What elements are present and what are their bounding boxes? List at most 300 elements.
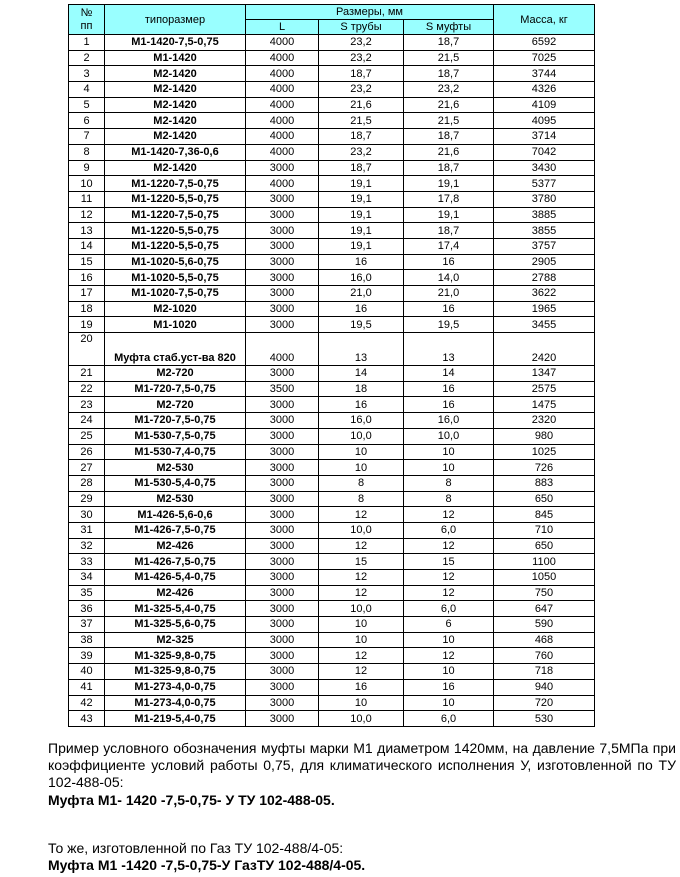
coupling-thickness: 10	[404, 460, 494, 476]
mass: 1100	[494, 554, 595, 570]
couplings-spec-table	[68, 4, 595, 727]
row-number: 7	[69, 129, 105, 145]
length: 3000	[246, 460, 319, 476]
table-row	[69, 679, 595, 695]
mass: 1050	[494, 570, 595, 586]
type-size: М1-1220-7,5-0,75	[105, 176, 246, 192]
coupling-thickness: 14	[404, 366, 494, 382]
pipe-thickness: 19,5	[319, 317, 404, 333]
type-size: Муфта стаб.уст-ва 820	[105, 333, 246, 366]
coupling-thickness: 10	[404, 695, 494, 711]
pipe-thickness: 15	[319, 554, 404, 570]
coupling-thickness: 12	[404, 648, 494, 664]
row-number: 15	[69, 254, 105, 270]
header-coupling-thickness: S муфты	[404, 20, 494, 35]
table-row	[69, 113, 595, 129]
type-size: М2-1420	[105, 66, 246, 82]
row-number: 39	[69, 648, 105, 664]
row-number: 9	[69, 160, 105, 176]
length: 3000	[246, 366, 319, 382]
header-type-size: типоразмер	[105, 5, 246, 35]
mass: 650	[494, 538, 595, 554]
row-number: 1	[69, 35, 105, 51]
coupling-thickness: 16	[404, 301, 494, 317]
table-row	[69, 223, 595, 239]
row-number: 13	[69, 223, 105, 239]
row-number: 38	[69, 632, 105, 648]
length: 3000	[246, 397, 319, 413]
coupling-thickness: 19,5	[404, 317, 494, 333]
row-number: 6	[69, 113, 105, 129]
pipe-thickness: 10	[319, 444, 404, 460]
type-size: М1-1420-7,36-0,6	[105, 144, 246, 160]
length: 3000	[246, 585, 319, 601]
mass: 3714	[494, 129, 595, 145]
pipe-thickness: 10	[319, 632, 404, 648]
type-size: М1-1220-5,5-0,75	[105, 238, 246, 254]
coupling-thickness: 12	[404, 507, 494, 523]
table-row	[69, 333, 595, 366]
mass: 1347	[494, 366, 595, 382]
row-number: 16	[69, 270, 105, 286]
table-row	[69, 381, 595, 397]
row-number: 26	[69, 444, 105, 460]
row-number: 23	[69, 397, 105, 413]
row-number: 17	[69, 286, 105, 302]
table-row	[69, 444, 595, 460]
coupling-thickness: 19,1	[404, 207, 494, 223]
length: 4000	[246, 50, 319, 66]
table-body	[69, 35, 595, 727]
type-size: М1-1220-7,5-0,75	[105, 207, 246, 223]
mass: 3757	[494, 238, 595, 254]
coupling-thickness: 18,7	[404, 160, 494, 176]
row-number: 25	[69, 428, 105, 444]
length: 3000	[246, 301, 319, 317]
pipe-thickness: 10,0	[319, 601, 404, 617]
coupling-thickness: 10,0	[404, 428, 494, 444]
table-row	[69, 570, 595, 586]
same-designation: Муфта М1 -1420 -7,5-0,75-У ГазТУ 102-488/4-05.	[48, 857, 366, 873]
coupling-thickness: 6	[404, 617, 494, 633]
coupling-thickness: 8	[404, 491, 494, 507]
pipe-thickness: 8	[319, 491, 404, 507]
coupling-thickness: 15	[404, 554, 494, 570]
coupling-thickness: 10	[404, 664, 494, 680]
table-row	[69, 397, 595, 413]
pipe-thickness: 10,0	[319, 522, 404, 538]
row-number: 31	[69, 522, 105, 538]
pipe-thickness: 10	[319, 460, 404, 476]
mass: 710	[494, 522, 595, 538]
pipe-thickness: 10,0	[319, 711, 404, 727]
table-row	[69, 475, 595, 491]
mass: 718	[494, 664, 595, 680]
coupling-thickness: 23,2	[404, 82, 494, 98]
coupling-thickness: 10	[404, 444, 494, 460]
type-size: М1-1020-7,5-0,75	[105, 286, 246, 302]
coupling-thickness: 16	[404, 254, 494, 270]
length: 3000	[246, 570, 319, 586]
row-number: 42	[69, 695, 105, 711]
mass: 1965	[494, 301, 595, 317]
pipe-thickness: 19,1	[319, 207, 404, 223]
length: 4000	[246, 113, 319, 129]
table-row	[69, 664, 595, 680]
type-size: М1-325-5,6-0,75	[105, 617, 246, 633]
coupling-thickness: 18,7	[404, 129, 494, 145]
row-number: 43	[69, 711, 105, 727]
row-number: 24	[69, 413, 105, 429]
pipe-thickness: 21,0	[319, 286, 404, 302]
table-row	[69, 82, 595, 98]
type-size: М2-720	[105, 397, 246, 413]
type-size: М1-219-5,4-0,75	[105, 711, 246, 727]
pipe-thickness: 13	[319, 333, 404, 366]
type-size: М1-720-7,5-0,75	[105, 381, 246, 397]
type-size: М1-273-4,0-0,75	[105, 695, 246, 711]
row-number: 18	[69, 301, 105, 317]
table-row	[69, 601, 595, 617]
mass: 726	[494, 460, 595, 476]
row-number: 4	[69, 82, 105, 98]
pipe-thickness: 16	[319, 679, 404, 695]
row-number: 29	[69, 491, 105, 507]
mass: 4109	[494, 97, 595, 113]
table-row	[69, 97, 595, 113]
type-size: М2-1420	[105, 160, 246, 176]
pipe-thickness: 19,1	[319, 176, 404, 192]
table-row	[69, 66, 595, 82]
table-row	[69, 711, 595, 727]
type-size: М1-1020-5,6-0,75	[105, 254, 246, 270]
coupling-thickness: 18,7	[404, 66, 494, 82]
length: 3000	[246, 679, 319, 695]
type-size: М1-426-5,6-0,6	[105, 507, 246, 523]
coupling-thickness: 21,6	[404, 144, 494, 160]
table-row	[69, 238, 595, 254]
pipe-thickness: 19,1	[319, 238, 404, 254]
coupling-thickness: 12	[404, 538, 494, 554]
row-number: 3	[69, 66, 105, 82]
length: 4000	[246, 97, 319, 113]
coupling-thickness: 17,4	[404, 238, 494, 254]
type-size: М1-1420-7,5-0,75	[105, 35, 246, 51]
pipe-thickness: 18,7	[319, 66, 404, 82]
pipe-thickness: 23,2	[319, 82, 404, 98]
coupling-thickness: 12	[404, 585, 494, 601]
pipe-thickness: 21,6	[319, 97, 404, 113]
coupling-thickness: 18,7	[404, 223, 494, 239]
mass: 3430	[494, 160, 595, 176]
pipe-thickness: 12	[319, 585, 404, 601]
length: 4000	[246, 333, 319, 366]
mass: 590	[494, 617, 595, 633]
length: 3000	[246, 317, 319, 333]
coupling-thickness: 6,0	[404, 711, 494, 727]
row-number: 2	[69, 50, 105, 66]
mass: 3744	[494, 66, 595, 82]
pipe-thickness: 18,7	[319, 160, 404, 176]
row-number: 30	[69, 507, 105, 523]
mass: 468	[494, 632, 595, 648]
length: 3000	[246, 695, 319, 711]
type-size: М2-720	[105, 366, 246, 382]
row-number: 8	[69, 144, 105, 160]
table-row	[69, 129, 595, 145]
pipe-thickness: 16,0	[319, 413, 404, 429]
row-number: 10	[69, 176, 105, 192]
type-size: М2-1420	[105, 113, 246, 129]
pipe-thickness: 16	[319, 301, 404, 317]
type-size: М2-426	[105, 585, 246, 601]
type-size: М1-1020-5,5-0,75	[105, 270, 246, 286]
length: 3000	[246, 270, 319, 286]
length: 3000	[246, 554, 319, 570]
length: 3000	[246, 207, 319, 223]
type-size: М1-325-9,8-0,75	[105, 648, 246, 664]
coupling-thickness: 21,5	[404, 50, 494, 66]
mass: 530	[494, 711, 595, 727]
pipe-thickness: 12	[319, 538, 404, 554]
table-row	[69, 286, 595, 302]
type-size: М2-1020	[105, 301, 246, 317]
table-row	[69, 617, 595, 633]
pipe-thickness: 12	[319, 507, 404, 523]
mass: 720	[494, 695, 595, 711]
length: 3000	[246, 711, 319, 727]
table-row	[69, 270, 595, 286]
mass: 3780	[494, 191, 595, 207]
coupling-thickness: 12	[404, 570, 494, 586]
coupling-thickness: 6,0	[404, 522, 494, 538]
mass: 3885	[494, 207, 595, 223]
same-description: То же, изготовленной по Газ ТУ 102-488/4-05:	[48, 840, 344, 856]
mass: 650	[494, 491, 595, 507]
pipe-thickness: 12	[319, 648, 404, 664]
table-row	[69, 585, 595, 601]
row-number: 34	[69, 570, 105, 586]
length: 3000	[246, 522, 319, 538]
coupling-thickness: 8	[404, 475, 494, 491]
row-number: 41	[69, 679, 105, 695]
mass: 760	[494, 648, 595, 664]
mass: 7042	[494, 144, 595, 160]
length: 3000	[246, 428, 319, 444]
example-intro-text: Пример условного обозначения муфты марки М1 диаметром 1420мм, на давление 7,5МПа при коэффициенте условий работы 0,75, для климатического исполнения У, изготовленной по ТУ 102-488-05:	[48, 740, 676, 790]
mass: 940	[494, 679, 595, 695]
pipe-thickness: 21,5	[319, 113, 404, 129]
pipe-thickness: 16	[319, 254, 404, 270]
example-description	[48, 740, 676, 791]
table-row	[69, 554, 595, 570]
mass: 1025	[494, 444, 595, 460]
mass: 4095	[494, 113, 595, 129]
row-number: 36	[69, 601, 105, 617]
coupling-thickness: 13	[404, 333, 494, 366]
coupling-thickness: 21,6	[404, 97, 494, 113]
pipe-thickness: 18,7	[319, 129, 404, 145]
mass: 883	[494, 475, 595, 491]
pipe-thickness: 12	[319, 570, 404, 586]
example-designation: Муфта М1- 1420 -7,5-0,75- У ТУ 102-488-05.	[48, 792, 335, 808]
table-row	[69, 522, 595, 538]
mass: 980	[494, 428, 595, 444]
length: 3000	[246, 286, 319, 302]
type-size: М1-426-5,4-0,75	[105, 570, 246, 586]
type-size: М2-1420	[105, 97, 246, 113]
row-number: 33	[69, 554, 105, 570]
header-number: № пп	[69, 5, 105, 35]
table-row	[69, 413, 595, 429]
mass: 647	[494, 601, 595, 617]
length: 4000	[246, 144, 319, 160]
table-row	[69, 507, 595, 523]
row-number: 19	[69, 317, 105, 333]
table-row	[69, 144, 595, 160]
table-row	[69, 207, 595, 223]
length: 3000	[246, 254, 319, 270]
coupling-thickness: 16,0	[404, 413, 494, 429]
row-number: 12	[69, 207, 105, 223]
mass: 6592	[494, 35, 595, 51]
mass: 2788	[494, 270, 595, 286]
mass: 750	[494, 585, 595, 601]
length: 3500	[246, 381, 319, 397]
row-number: 14	[69, 238, 105, 254]
length: 3000	[246, 632, 319, 648]
length: 3000	[246, 223, 319, 239]
coupling-thickness: 19,1	[404, 176, 494, 192]
table-row	[69, 301, 595, 317]
length: 3000	[246, 648, 319, 664]
row-number: 5	[69, 97, 105, 113]
coupling-thickness: 16	[404, 679, 494, 695]
table-row	[69, 695, 595, 711]
table-row	[69, 191, 595, 207]
pipe-thickness: 10	[319, 695, 404, 711]
mass: 2575	[494, 381, 595, 397]
mass: 7025	[494, 50, 595, 66]
pipe-thickness: 19,1	[319, 191, 404, 207]
length: 3000	[246, 538, 319, 554]
row-number: 27	[69, 460, 105, 476]
pipe-thickness: 16,0	[319, 270, 404, 286]
length: 4000	[246, 66, 319, 82]
pipe-thickness: 18	[319, 381, 404, 397]
length: 4000	[246, 35, 319, 51]
mass: 2320	[494, 413, 595, 429]
coupling-thickness: 21,0	[404, 286, 494, 302]
table-row	[69, 648, 595, 664]
mass: 3455	[494, 317, 595, 333]
type-size: М2-426	[105, 538, 246, 554]
type-size: М2-530	[105, 460, 246, 476]
pipe-thickness: 8	[319, 475, 404, 491]
length: 3000	[246, 160, 319, 176]
mass: 2420	[494, 333, 595, 366]
header-mass: Масса, кг	[494, 5, 595, 35]
pipe-thickness: 23,2	[319, 35, 404, 51]
type-size: М1-1420	[105, 50, 246, 66]
type-size: М2-1420	[105, 82, 246, 98]
type-size: М1-426-7,5-0,75	[105, 522, 246, 538]
coupling-thickness: 6,0	[404, 601, 494, 617]
coupling-thickness: 17,8	[404, 191, 494, 207]
coupling-thickness: 10	[404, 632, 494, 648]
length: 3000	[246, 491, 319, 507]
type-size: М1-1020	[105, 317, 246, 333]
type-size: М1-426-7,5-0,75	[105, 554, 246, 570]
length: 3000	[246, 617, 319, 633]
pipe-thickness: 10,0	[319, 428, 404, 444]
length: 3000	[246, 475, 319, 491]
mass: 1475	[494, 397, 595, 413]
table-row	[69, 160, 595, 176]
type-size: М1-325-9,8-0,75	[105, 664, 246, 680]
row-number: 40	[69, 664, 105, 680]
table-row	[69, 366, 595, 382]
mass: 3855	[494, 223, 595, 239]
type-size: М2-530	[105, 491, 246, 507]
pipe-thickness: 23,2	[319, 50, 404, 66]
coupling-thickness: 16	[404, 381, 494, 397]
table-row	[69, 317, 595, 333]
table-row	[69, 254, 595, 270]
row-number: 11	[69, 191, 105, 207]
coupling-thickness: 18,7	[404, 35, 494, 51]
header-pipe-thickness: S трубы	[319, 20, 404, 35]
pipe-thickness: 19,1	[319, 223, 404, 239]
pipe-thickness: 16	[319, 397, 404, 413]
length: 4000	[246, 82, 319, 98]
length: 3000	[246, 191, 319, 207]
row-number: 32	[69, 538, 105, 554]
table-row	[69, 538, 595, 554]
row-number: 37	[69, 617, 105, 633]
mass: 4326	[494, 82, 595, 98]
row-number: 21	[69, 366, 105, 382]
mass: 2905	[494, 254, 595, 270]
length: 4000	[246, 129, 319, 145]
type-size: М1-1220-5,5-0,75	[105, 223, 246, 239]
type-size: М1-530-7,4-0,75	[105, 444, 246, 460]
header-length: L	[246, 20, 319, 35]
pipe-thickness: 12	[319, 664, 404, 680]
type-size: М1-720-7,5-0,75	[105, 413, 246, 429]
coupling-thickness: 21,5	[404, 113, 494, 129]
table-row	[69, 632, 595, 648]
table-row	[69, 35, 595, 51]
pipe-thickness: 10	[319, 617, 404, 633]
row-number: 28	[69, 475, 105, 491]
length: 3000	[246, 413, 319, 429]
length: 3000	[246, 238, 319, 254]
type-size: М2-1420	[105, 129, 246, 145]
row-number: 22	[69, 381, 105, 397]
row-number: 35	[69, 585, 105, 601]
header-dimensions: Размеры, мм	[246, 5, 494, 20]
mass: 5377	[494, 176, 595, 192]
pipe-thickness: 14	[319, 366, 404, 382]
type-size: М1-530-7,5-0,75	[105, 428, 246, 444]
length: 3000	[246, 601, 319, 617]
pipe-thickness: 23,2	[319, 144, 404, 160]
type-size: М1-530-5,4-0,75	[105, 475, 246, 491]
length: 4000	[246, 176, 319, 192]
table-row	[69, 176, 595, 192]
table-row	[69, 428, 595, 444]
